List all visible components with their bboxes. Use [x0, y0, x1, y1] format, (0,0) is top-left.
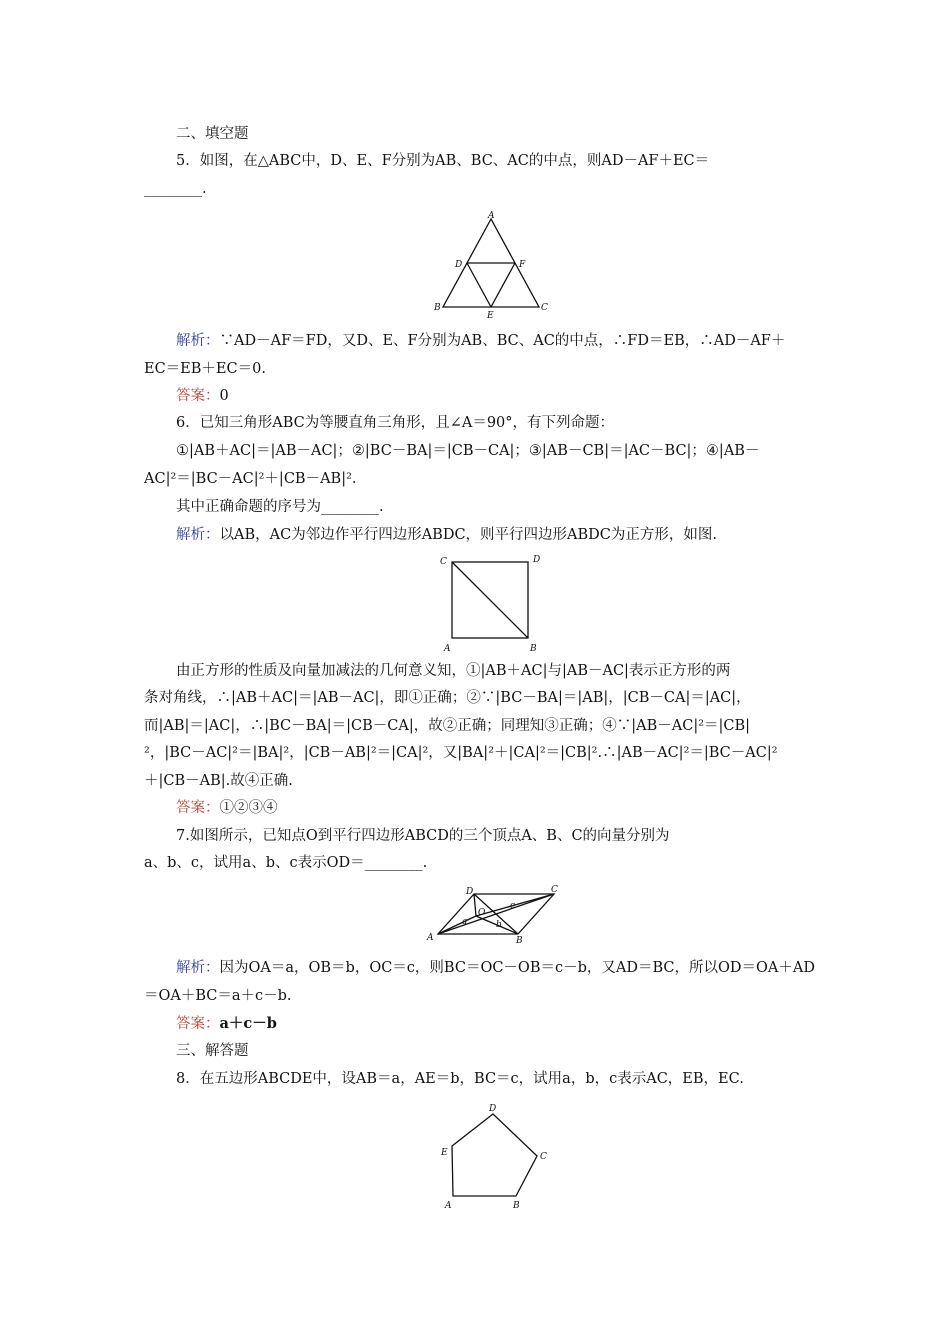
- q7-label-vec-b: b: [496, 920, 502, 930]
- q5-analysis-label: 解析：: [176, 333, 220, 349]
- q8-label-b: B: [513, 1201, 520, 1211]
- q7-analysis-line-1: [176, 958, 815, 978]
- q5-answer-label: 答案：: [176, 388, 220, 404]
- q6-line-3: AC|²＝|BC－AC|²＋|CB－AB|².: [144, 471, 357, 487]
- q6-proof-line-5: ＋|CB－AB|.故④正确.: [144, 773, 293, 789]
- q8-label-a: A: [445, 1201, 452, 1211]
- q8-line-1: 8．在五边形ABCDE中，设AB＝a，AE＝b，BC＝c，试用a，b，c表示AC，EB，EC.: [176, 1071, 744, 1087]
- q7-line-1: 7.如图所示，已知点O到平行四边形ABCD的三个顶点A、B、C的向量分别为: [176, 828, 670, 844]
- q5-analysis-line-2: EC＝EB＋EC＝0.: [144, 361, 266, 377]
- q5-answer-value: 0: [219, 388, 229, 404]
- section-2-heading: 二、填空题: [176, 126, 249, 142]
- q6-answer-label: 答案：: [176, 800, 220, 816]
- q7-answer-value: a＋c－b: [219, 1015, 277, 1032]
- q6-analysis-line-1: [176, 525, 717, 545]
- q7-answer-label: 答案：: [176, 1016, 220, 1032]
- q5-label-d: D: [455, 260, 463, 270]
- q5-label-b: B: [434, 303, 441, 313]
- q7-label-o: O: [478, 908, 486, 918]
- q6-label-c: C: [440, 557, 447, 567]
- q6-answer: [176, 798, 278, 818]
- q5-label-a: A: [488, 211, 495, 221]
- q7-line-2: a、b、c，试用a、b、c表示OD＝________.: [144, 855, 428, 871]
- q6-proof-line-1: 由正方形的性质及向量加减法的几何意义知，①|AB＋AC|与|AB－AC|表示正方形的两: [176, 663, 731, 679]
- q6-line-2: ①|AB＋AC|＝|AB－AC|；②|BC－BA|＝|CB－CA|；③|AB－CB|＝|AC－BC|；④|AB－: [176, 443, 760, 459]
- q5-label-c: C: [541, 303, 548, 313]
- q7-label-d: D: [466, 887, 474, 897]
- q6-label-a: A: [444, 644, 451, 654]
- q7-answer: [176, 1014, 277, 1034]
- q6-label-d: D: [533, 555, 541, 565]
- q7-label-a: A: [427, 933, 434, 943]
- q6-line-4: 其中正确命题的序号为________.: [176, 499, 384, 515]
- q6-analysis-text: 以AB，AC为邻边作平行四边形ABDC，则平行四边形ABDC为正方形，如图.: [219, 527, 717, 543]
- q8-pentagon-figure: [436, 1098, 548, 1214]
- q6-proof-line-3: 而|AB|＝|AC|，∴|BC－BA|＝|CB－CA|，故②正确；同理知③正确；④∵|AB－AC|²＝|CB|: [144, 718, 751, 734]
- q5-line-1: 5．如图，在△ABC中，D、E、F分别为AB、BC、AC的中点，则AD－AF＋EC＝: [176, 153, 710, 169]
- q6-proof-line-4: ²，|BC－AC|²＝|BA|²，|CB－AB|²＝|CA|²，又|BA|²＋|CA|²＝|CB|².∴|AB－AC|²＝|BC－AC|²: [144, 745, 778, 761]
- q7-analysis-line-2: ＝OA＋BC＝a＋c－b.: [144, 988, 292, 1004]
- q5-label-e: E: [487, 311, 494, 321]
- q5-line-2: ________.: [144, 181, 207, 197]
- q7-label-vec-c: c: [510, 901, 516, 911]
- q7-label-c: C: [551, 885, 558, 895]
- q5-answer: [176, 386, 229, 406]
- q7-analysis-label: 解析：: [176, 960, 220, 976]
- q6-answer-value: ①②③④: [219, 800, 278, 816]
- q6-label-b: B: [530, 644, 537, 654]
- q8-label-e: E: [441, 1148, 448, 1158]
- q5-analysis-line-1: [176, 331, 785, 351]
- q7-analysis-text: 因为OA＝a，OB＝b，OC＝c，则BC＝OC－OB＝c－b，又AD＝BC，所以OD＝OA＋AD: [219, 960, 815, 976]
- q7-label-vec-a: a: [462, 917, 468, 927]
- section-3-heading: 三、解答题: [176, 1043, 249, 1059]
- q6-analysis-label: 解析：: [176, 527, 220, 543]
- q8-label-d: D: [489, 1104, 497, 1114]
- q7-label-b: B: [516, 936, 523, 946]
- q7-parallelogram-figure: [420, 882, 570, 946]
- q5-analysis-text: ∵AD－AF＝FD，又D、E、F分别为AB、BC、AC的中点，∴FD＝EB，∴AD－AF＋: [219, 333, 786, 349]
- q5-triangle-figure: [425, 208, 555, 323]
- q5-label-f: F: [519, 260, 526, 270]
- q6-square-figure: [436, 550, 548, 655]
- q6-line-1: 6．已知三角形ABC为等腰直角三角形，且∠A＝90°，有下列命题：: [176, 415, 615, 431]
- q6-proof-line-2: 条对角线，∴|AB＋AC|＝|AB－AC|，即①正确；②∵|BC－BA|＝|AB|，|CB－CA|＝|AC|，: [144, 690, 751, 706]
- q8-label-c: C: [540, 1152, 547, 1162]
